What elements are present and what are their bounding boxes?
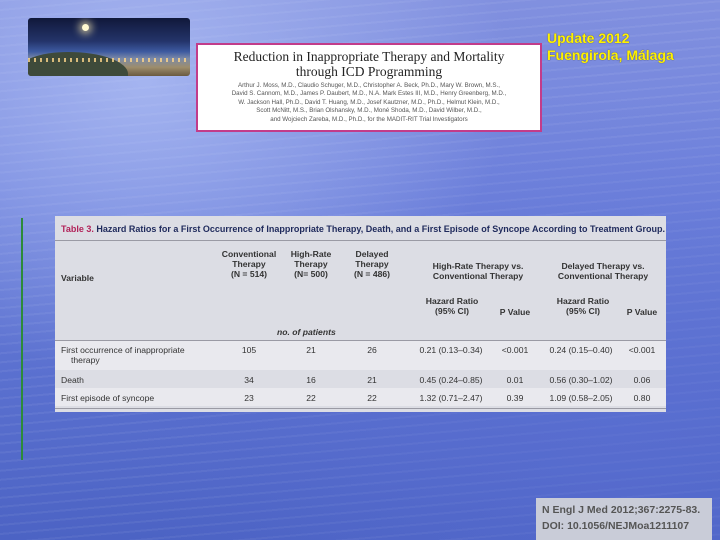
col-conventional <box>217 249 281 279</box>
moon <box>82 24 89 31</box>
author-line: W. Jackson Hall, Ph.D., David T. Huang, M.D., Josef Kautzner, M.D., Ph.D., Helmut Klein, M.D., <box>238 98 500 106</box>
row-variable <box>61 345 185 365</box>
author-line: Scott McNitt, M.S., Brian Olshansky, M.D., Moné Shoda, M.D., David Wilber, M.D., <box>256 107 482 115</box>
cell-high-rate: 21 <box>306 345 316 355</box>
group-header-text: Delayed Therapy vs. <box>561 261 645 271</box>
town-lights <box>28 58 190 62</box>
paper-title <box>206 49 532 79</box>
paper-title-line-2: through ICD Programming <box>295 64 443 79</box>
hr-label-text: (95% CI) <box>566 306 600 316</box>
citation-journal: N Engl J Med 2012;367:2275-83. <box>542 504 701 516</box>
author-line: and Wojciech Zareba, M.D., Ph.D., for the MADIT-RIT Trial Investigators <box>270 115 468 123</box>
cell-hr-b: 0.56 (0.30–1.02) <box>549 375 613 385</box>
cell-hr-a: 0.21 (0.13–0.34) <box>419 345 483 355</box>
update-label <box>547 30 674 64</box>
cell-p-b: 0.80 <box>633 393 651 403</box>
col-header-text: Therapy <box>232 259 266 269</box>
group-header-text: High-Rate Therapy vs. <box>432 261 524 271</box>
row-variable: Death <box>61 375 84 385</box>
col-header-text: (N = 486) <box>353 269 391 279</box>
group-header-text: Conventional Therapy <box>557 271 649 281</box>
group-highrate-vs-conv <box>415 261 541 281</box>
group-delayed-vs-conv <box>543 261 663 281</box>
col-high-rate <box>283 249 339 279</box>
author-line: David S. Cannom, M.D., James P. Daubert, M.D., N.A. Mark Estes III, M.D., Henry Greenberg, M.D., <box>231 90 507 98</box>
cell-p-a: 0.01 <box>506 375 524 385</box>
col-header-text: Therapy <box>355 259 389 269</box>
col-variable: Variable <box>61 273 94 283</box>
cell-conventional: 23 <box>244 393 254 403</box>
cell-delayed: 22 <box>367 393 377 403</box>
col-header-text: (N= 500) <box>294 269 328 279</box>
cell-hr-a: 1.32 (0.71–2.47) <box>419 393 483 403</box>
cell-high-rate: 16 <box>306 375 316 385</box>
p-label-b: P Value <box>626 307 658 317</box>
p-label-a: P Value <box>499 307 531 317</box>
paper-title-line-1: Reduction in Inappropriate Therapy and Mortality <box>233 49 505 64</box>
col-header-text: Conventional <box>221 249 277 259</box>
cell-p-b: 0.06 <box>633 375 651 385</box>
row-variable: First episode of syncope <box>61 393 155 403</box>
col-header-text: High-Rate <box>290 249 332 259</box>
hr-label-a <box>413 296 491 316</box>
update-line-1: Update 2012 <box>547 30 630 46</box>
hr-label-text: Hazard Ratio <box>556 296 610 306</box>
paper-header-box <box>196 43 542 132</box>
row-variable-text: therapy <box>71 355 100 365</box>
citation-box <box>536 498 712 540</box>
citation-doi: DOI: 10.1056/NEJMoa1211107 <box>542 520 690 532</box>
col-delayed <box>345 249 399 279</box>
col-header-text: Delayed <box>355 249 389 259</box>
col-header-text: (N = 514) <box>230 269 268 279</box>
green-divider <box>21 218 23 460</box>
cell-high-rate: 22 <box>306 393 316 403</box>
cell-conventional: 105 <box>241 345 257 355</box>
table-rule-bottom <box>55 408 666 409</box>
group-header-text: Conventional Therapy <box>432 271 524 281</box>
cell-hr-a: 0.45 (0.24–0.85) <box>419 375 483 385</box>
cell-delayed: 21 <box>367 375 377 385</box>
author-line: Arthur J. Moss, M.D., Claudio Schuger, M.D., Christopher A. Beck, Ph.D., Mary W. Brown, M.S., <box>237 82 500 89</box>
hr-label-text: Hazard Ratio <box>425 296 479 306</box>
cell-delayed: 26 <box>367 345 377 355</box>
paper-authors <box>208 82 530 124</box>
cell-p-a: 0.39 <box>506 393 524 403</box>
cell-hr-b: 1.09 (0.58–2.05) <box>549 393 613 403</box>
cell-p-a: <0.001 <box>501 345 529 355</box>
row-variable-text: First occurrence of inappropriate <box>61 345 185 355</box>
hr-label-text: (95% CI) <box>435 306 469 316</box>
update-line-2: Fuengirola, Málaga <box>547 47 674 63</box>
cell-hr-b: 0.24 (0.15–0.40) <box>549 345 613 355</box>
header-rule-top <box>55 240 666 241</box>
table-caption <box>61 224 665 234</box>
cell-conventional: 34 <box>244 375 254 385</box>
cell-p-b: <0.001 <box>628 345 656 355</box>
no-of-patients-label: no. of patients <box>277 327 336 337</box>
hr-label-b <box>543 296 623 316</box>
table-caption-text: Hazard Ratios for a First Occurrence of Inappropriate Therapy, Death, and a First Episode of Syncope According to Treatment Group. <box>96 224 665 234</box>
beach-night-photo <box>28 18 190 76</box>
col-header-text: Therapy <box>294 259 328 269</box>
hazard-ratio-table <box>55 216 666 412</box>
hillside <box>28 52 128 76</box>
table-number: Table 3. <box>61 224 94 234</box>
